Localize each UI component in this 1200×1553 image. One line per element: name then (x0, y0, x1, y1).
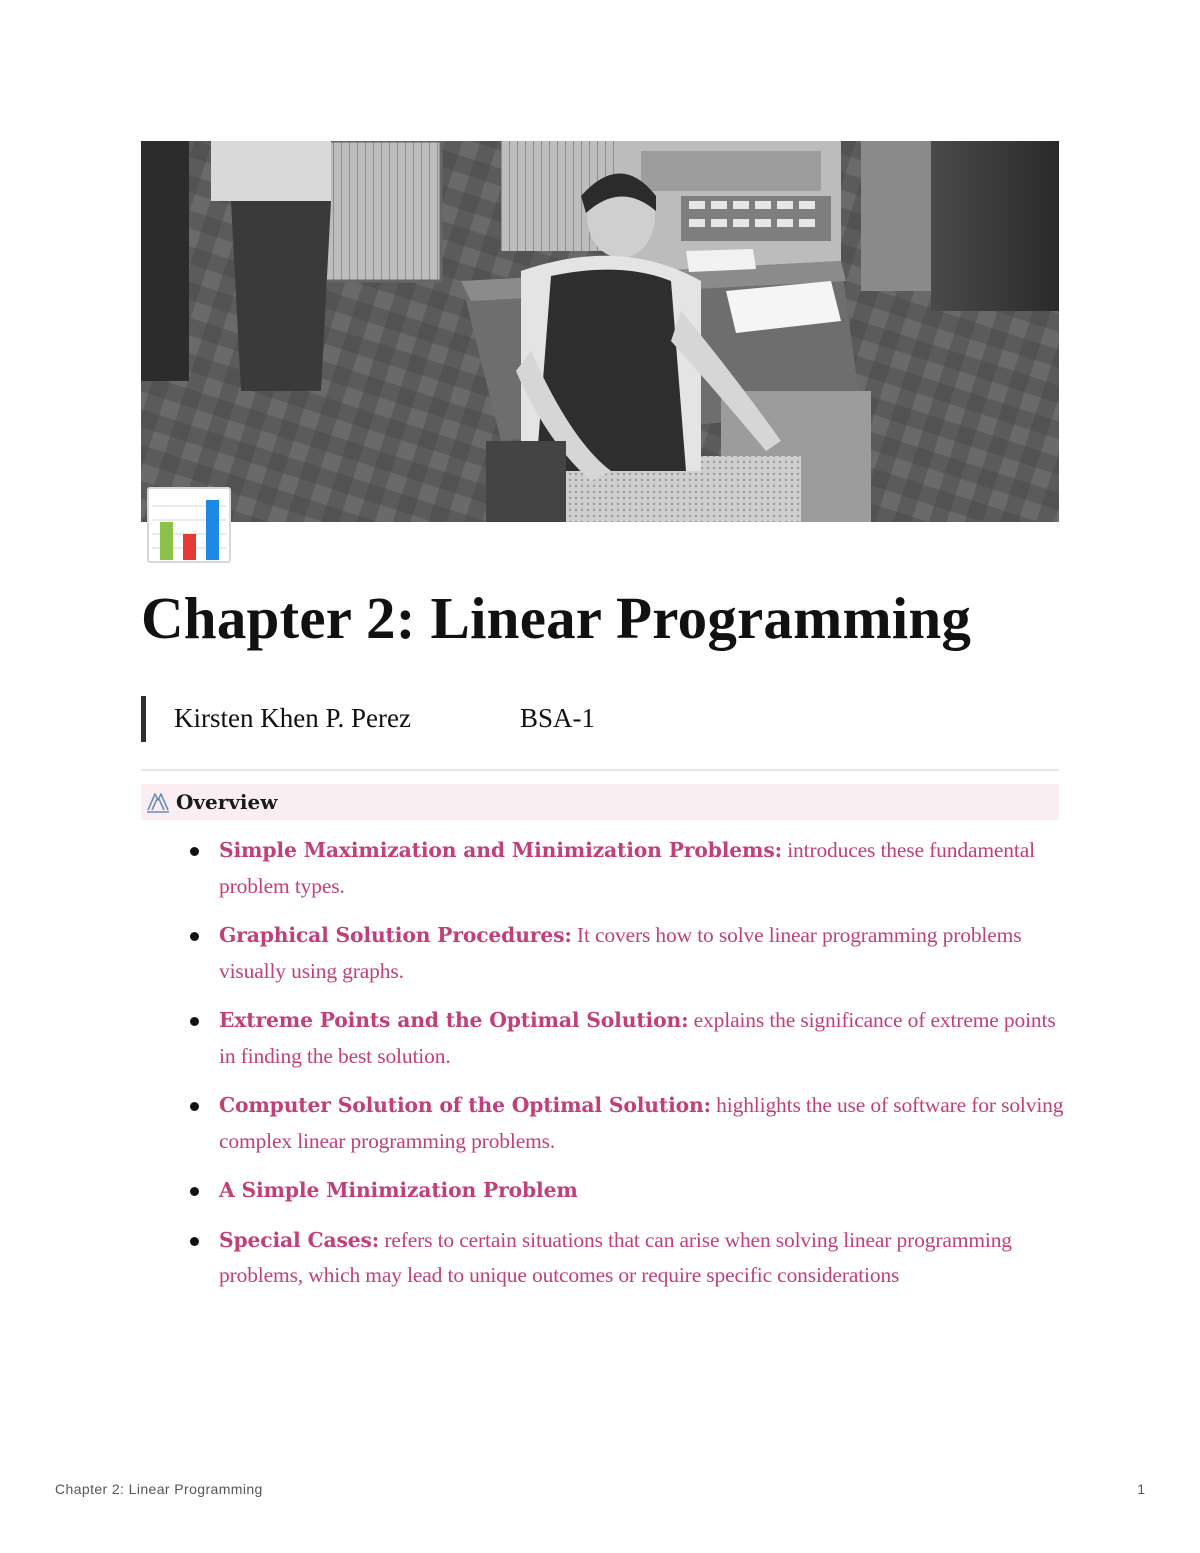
author-quote (141, 696, 1059, 742)
bullet-dot (190, 1187, 199, 1196)
bullet-head: Graphical Solution Procedures: (219, 923, 572, 947)
overview-callout (141, 784, 1059, 820)
bar-chart-icon (146, 486, 234, 566)
bullet-head: Special Cases: (219, 1227, 380, 1252)
page-number: 1 (1137, 1481, 1145, 1497)
list-item (188, 1003, 1068, 1074)
bullet-head: A Simple Minimization Problem (219, 1178, 578, 1202)
cover-photo (141, 141, 1059, 522)
stack-icon (144, 788, 172, 816)
list-item (188, 918, 1068, 989)
bullet-head: Computer Solution of the Optimal Solution: (219, 1093, 711, 1117)
bullet-desc: explains the significance of extreme points in finding the best solution. (219, 1008, 1056, 1068)
bullet-head: Simple Maximization and Minimization Problems: (219, 838, 782, 862)
page-title: Chapter 2: Linear Programming (141, 585, 972, 651)
bullet-dot (190, 932, 199, 941)
cover-image (141, 141, 1059, 522)
bullet-dot (190, 1017, 199, 1026)
bullet-desc: refers to certain situations that can arise when solving linear programming problems, which may lead to unique outcomes or require specific considerations (219, 1227, 1012, 1287)
list-item (188, 1223, 1068, 1294)
bullet-dot (190, 847, 199, 856)
footer-title: Chapter 2: Linear Programming (55, 1481, 263, 1497)
bullet-head: Extreme Points and the Optimal Solution: (219, 1008, 689, 1032)
bullet-desc: It covers how to solve linear programming problems visually using graphs. (219, 923, 1022, 983)
list-item (188, 1088, 1068, 1159)
bullet-desc: introduces these fundamental problem types. (219, 838, 1035, 898)
bullet-dot (190, 1237, 199, 1246)
overview-label: Overview (176, 790, 278, 814)
bullet-desc: highlights the use of software for solving complex linear programming problems. (219, 1093, 1064, 1153)
author-section: BSA-1 (520, 703, 596, 733)
list-item (188, 1173, 1068, 1209)
quote-bar (141, 696, 146, 742)
divider (141, 769, 1059, 771)
overview-list (188, 833, 1068, 1308)
list-item (188, 833, 1068, 904)
author-name: Kirsten Khen P. Perez (174, 703, 411, 733)
bullet-dot (190, 1102, 199, 1111)
